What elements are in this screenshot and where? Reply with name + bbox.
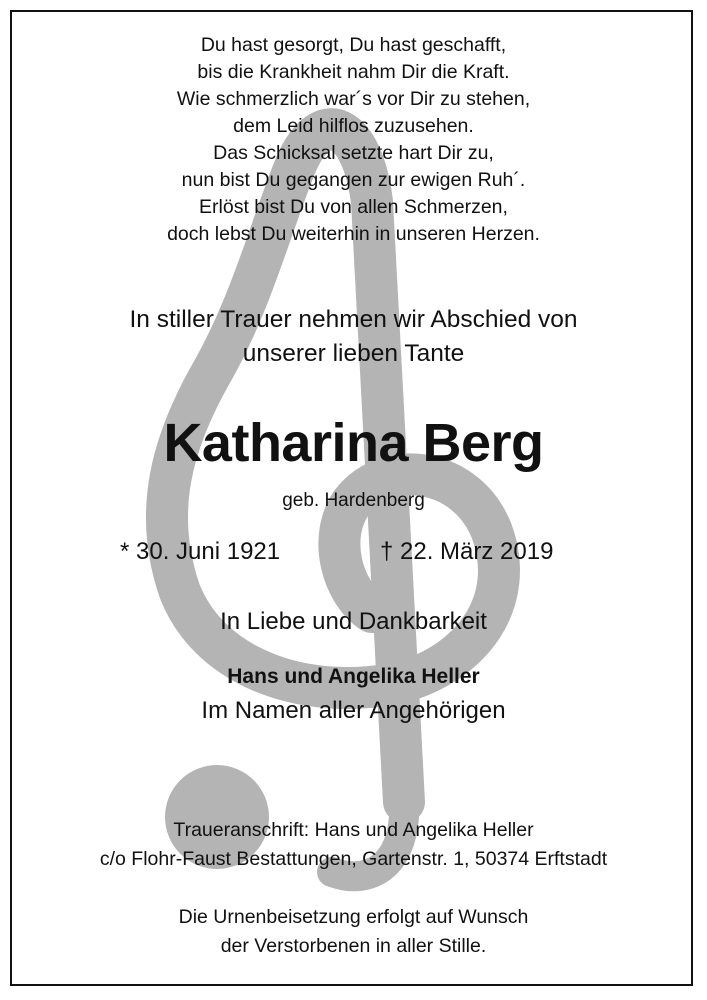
death-date: † 22. März 2019 bbox=[380, 538, 554, 565]
poem-line: Das Schicksal setzte hart Dir zu, bbox=[213, 142, 494, 164]
deceased-name: Katharina Berg bbox=[163, 413, 544, 473]
poem-line: Wie schmerzlich war´s vor Dir zu stehen, bbox=[176, 88, 531, 110]
burial-note: Die Urnenbeisetzung erfolgt auf Wunsch bbox=[178, 906, 529, 928]
birth-name: geb. Hardenberg bbox=[282, 490, 425, 511]
notice-frame bbox=[10, 10, 693, 986]
address-line: c/o Flohr-Faust Bestattungen, Gartenstr. 1, 50374 Erftstadt bbox=[99, 848, 608, 870]
signers-names: Hans und Angelika Heller bbox=[227, 665, 480, 688]
relatives-line: Im Namen aller Angehörigen bbox=[201, 697, 506, 724]
poem-line: dem Leid hilflos zuzusehen. bbox=[233, 115, 474, 137]
notice-content bbox=[12, 12, 693, 986]
poem-line: Du hast gesorgt, Du hast geschafft, bbox=[200, 34, 507, 56]
burial-note: der Verstorbenen in aller Stille. bbox=[220, 935, 487, 957]
birth-date: * 30. Juni 1921 bbox=[120, 538, 281, 565]
intro-line: unserer lieben Tante bbox=[242, 340, 465, 367]
poem-line: bis die Krankheit nahm Dir die Kraft. bbox=[197, 61, 510, 83]
poem-line: Erlöst bist Du von allen Schmerzen, bbox=[199, 196, 508, 218]
thanks-line: In Liebe und Dankbarkeit bbox=[220, 608, 487, 635]
poem-line: doch lebst Du weiterhin in unseren Herzen. bbox=[167, 223, 540, 245]
intro-line: In stiller Trauer nehmen wir Abschied von bbox=[129, 306, 578, 333]
poem-line: nun bist Du gegangen zur ewigen Ruh´. bbox=[181, 169, 526, 191]
address-line: Traueranschrift: Hans und Angelika Heller bbox=[173, 819, 534, 841]
